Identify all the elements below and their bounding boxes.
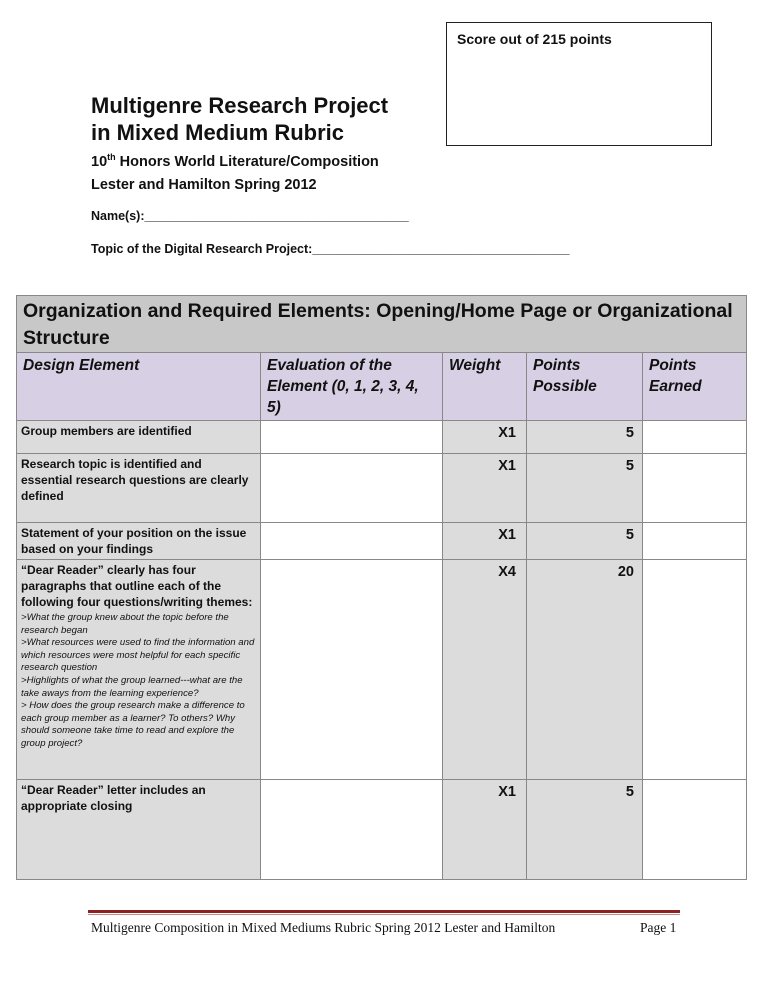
points-earned-cell[interactable] [643,454,747,523]
design-element: Group members are identified [17,421,261,454]
weight-cell: X1 [443,454,527,523]
names-field: Name(s):______________________________________ [91,209,409,223]
points-possible-cell: 5 [527,780,643,880]
table-row [17,454,747,523]
column-design: Design Element [17,353,261,421]
weight-cell: X1 [443,523,527,560]
evaluation-cell[interactable] [261,421,443,454]
column-possible: Points Possible [527,353,643,421]
topic-field: Topic of the Digital Research Project:_____________________________________ [91,242,570,256]
course-name: Honors World Literature/Composition [115,154,379,170]
score-label: Score out of 215 points [457,31,612,47]
weight-cell: X4 [443,560,527,780]
evaluation-cell[interactable] [261,560,443,780]
evaluation-cell[interactable] [261,454,443,523]
design-element-with-details [17,560,261,780]
column-earned: Points Earned [643,353,747,421]
design-element: “Dear Reader” clearly has four paragraphs that outline each of the following four questions/writing themes: [21,563,253,609]
footer-text: Multigenre Composition in Mixed Mediums Rubric Spring 2012 Lester and Hamilton [91,920,556,935]
footer-divider [88,910,680,913]
course-line [91,154,379,170]
design-element: “Dear Reader” letter includes an appropriate closing [17,780,261,880]
rubric-table [16,295,747,880]
points-earned-cell[interactable] [643,560,747,780]
footer-divider-thin [88,914,680,915]
points-earned-cell[interactable] [643,523,747,560]
column-weight: Weight [443,353,527,421]
score-box [446,22,712,146]
table-row [17,560,747,780]
points-possible-cell: 5 [527,523,643,560]
points-possible-cell: 5 [527,421,643,454]
points-earned-cell[interactable] [643,421,747,454]
column-evaluation: Evaluation of the Element (0, 1, 2, 3, 4, 5) [261,353,443,421]
design-element: Research topic is identified and essential research questions are clearly defined [17,454,261,523]
title-line-1: Multigenre Research Project [91,93,389,118]
teachers-line: Lester and Hamilton Spring 2012 [91,177,317,193]
theme-item: > How does the group research make a difference to each group member as a learner? To others? Why should someone take time to read and explore the group project? [21,700,245,749]
weight-cell: X1 [443,421,527,454]
column-header-row [17,353,747,421]
writing-themes-list [21,612,256,751]
table-row [17,780,747,880]
weight-cell: X1 [443,780,527,880]
evaluation-cell[interactable] [261,780,443,880]
title-line-2: in Mixed Medium Rubric [91,120,345,145]
theme-item: >What resources were used to find the information and which resources were most helpful for each specific research question [21,637,255,674]
evaluation-cell[interactable] [261,523,443,560]
points-possible-cell: 5 [527,454,643,523]
theme-item: >What the group knew about the topic before the research began [21,612,229,636]
grade-suffix: th [107,152,116,163]
grade-number: 10 [91,154,108,170]
design-element: Statement of your position on the issue based on your findings [17,523,261,560]
theme-item: >Highlights of what the group learned---what are the take aways from the learning experience? [21,674,243,699]
section-title: Organization and Required Elements: Opening/Home Page or Organizational Structure [17,296,747,353]
points-earned-cell[interactable] [643,780,747,880]
page-number: Page 1 [640,920,677,935]
table-row [17,523,747,560]
points-possible-cell: 20 [527,560,643,780]
table-row [17,421,747,454]
